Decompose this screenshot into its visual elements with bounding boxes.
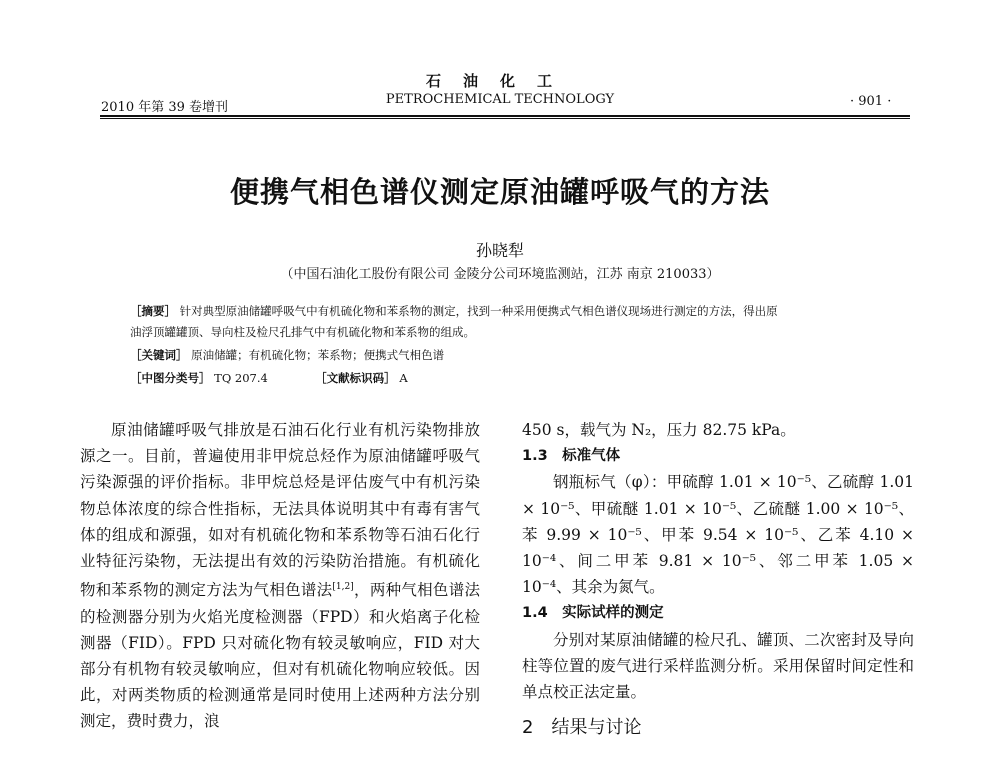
- intro-text-a: 原油储罐呼吸气排放是石油石化行业有机污染物排放源之一。目前，普遍使用非甲烷总烃作为原油储罐呼吸气污染源强的评价指标。非甲烷总烃是评估废气中有机污染物总体浓度的综合性指标，无法具体说明其中有毒有害气体的组成和源强，如对有机硫化物和苯系物等石油石化行业特征污染物，无法提出有效的污染防治措施。有机硫化物和苯系物的测定方法为气相色谱法: [80, 421, 480, 600]
- journal-name-en: PETROCHEMICAL TECHNOLOGY: [385, 92, 615, 107]
- keywords: [130, 345, 890, 366]
- header-rule: [100, 115, 910, 117]
- class-tag: ［中图分类号］: [130, 371, 211, 385]
- classification: [130, 368, 890, 389]
- article-title: 便携气相色谱仪测定原油罐呼吸气的方法: [229, 175, 770, 209]
- standard-gas-paragraph: 钢瓶标气（φ）：甲硫醇 1.01 × 10⁻⁵、乙硫醇 1.01 × 10⁻⁵、甲硫醚 1.01 × 10⁻⁵、乙硫醚 1.00 × 10⁻⁵、苯 9.99 × 10⁻⁵、甲苯 9.54 × 10⁻⁵、乙苯 4.10 × 10⁻⁴、间二甲苯 9.81 × 10⁻⁵、邻二甲苯 1.05 × 10⁻⁴、其余为氮气。: [522, 473, 914, 597]
- abstract-tag: ［摘要］: [130, 304, 176, 318]
- left-column: [80, 417, 480, 735]
- journal-name-cn: 石油化工: [425, 72, 574, 90]
- affiliation: （中国石油化工股份有限公司 金陵分公司环境监测站，江苏 南京 210033）: [280, 267, 720, 282]
- keywords-text: 原油储罐；有机硫化物；苯系物；便携式气相色谱: [191, 348, 445, 362]
- doc-code: A: [399, 371, 408, 385]
- intro-text-b: ，两种气相色谱法的检测器分别为火焰光度检测器（FPD）和火焰离子化检测器（FID）。FPD 只对硫化物有较灵敏响应，FID 对大部分有机物有较灵敏响应，但对有机硫化物响应较低。因此，对两类物质的检测通常是同时使用上述两种方法分别测定，费时费力，浪: [80, 581, 480, 731]
- issue-info: 2010 年第 39 卷增刊: [101, 100, 229, 115]
- sample-paragraph: 分别对某原油储罐的检尺孔、罐顶、二次密封及导向柱等位置的废气进行采样监测分析。采用保留时间定性和单点校正法定量。: [522, 630, 914, 702]
- abstract-text: 针对典型原油储罐呼吸气中有机硫化物和苯系物的测定，找到一种采用便携式气相色谱仪现场进行测定的方法，得出原: [179, 304, 778, 318]
- section-2-heading: 2 结果与讨论: [522, 717, 642, 739]
- keywords-tag: ［关键词］: [130, 348, 188, 362]
- abstract-text-line2: 油浮顶罐罐顶、导向柱及检尺孔排气中有机硫化物和苯系物的组成。: [130, 325, 475, 339]
- citation: [1,2]: [332, 582, 354, 593]
- header-rule-thin: [100, 118, 910, 119]
- section-1-3-heading: 1.3 标准气体: [522, 448, 621, 465]
- right-column: [522, 417, 914, 741]
- doc-code-tag: ［文献标识码］: [315, 371, 396, 385]
- class-number: TQ 207.4: [214, 371, 268, 385]
- abstract: [130, 301, 890, 343]
- intro-paragraph: [80, 417, 480, 735]
- conditions-line: 450 s，载气为 N₂，压力 82.75 kPa。: [522, 421, 796, 439]
- page-number: · 901 ·: [850, 94, 892, 109]
- author: 孙晓犁: [475, 241, 524, 260]
- section-1-4-heading: 1.4 实际试样的测定: [522, 605, 664, 622]
